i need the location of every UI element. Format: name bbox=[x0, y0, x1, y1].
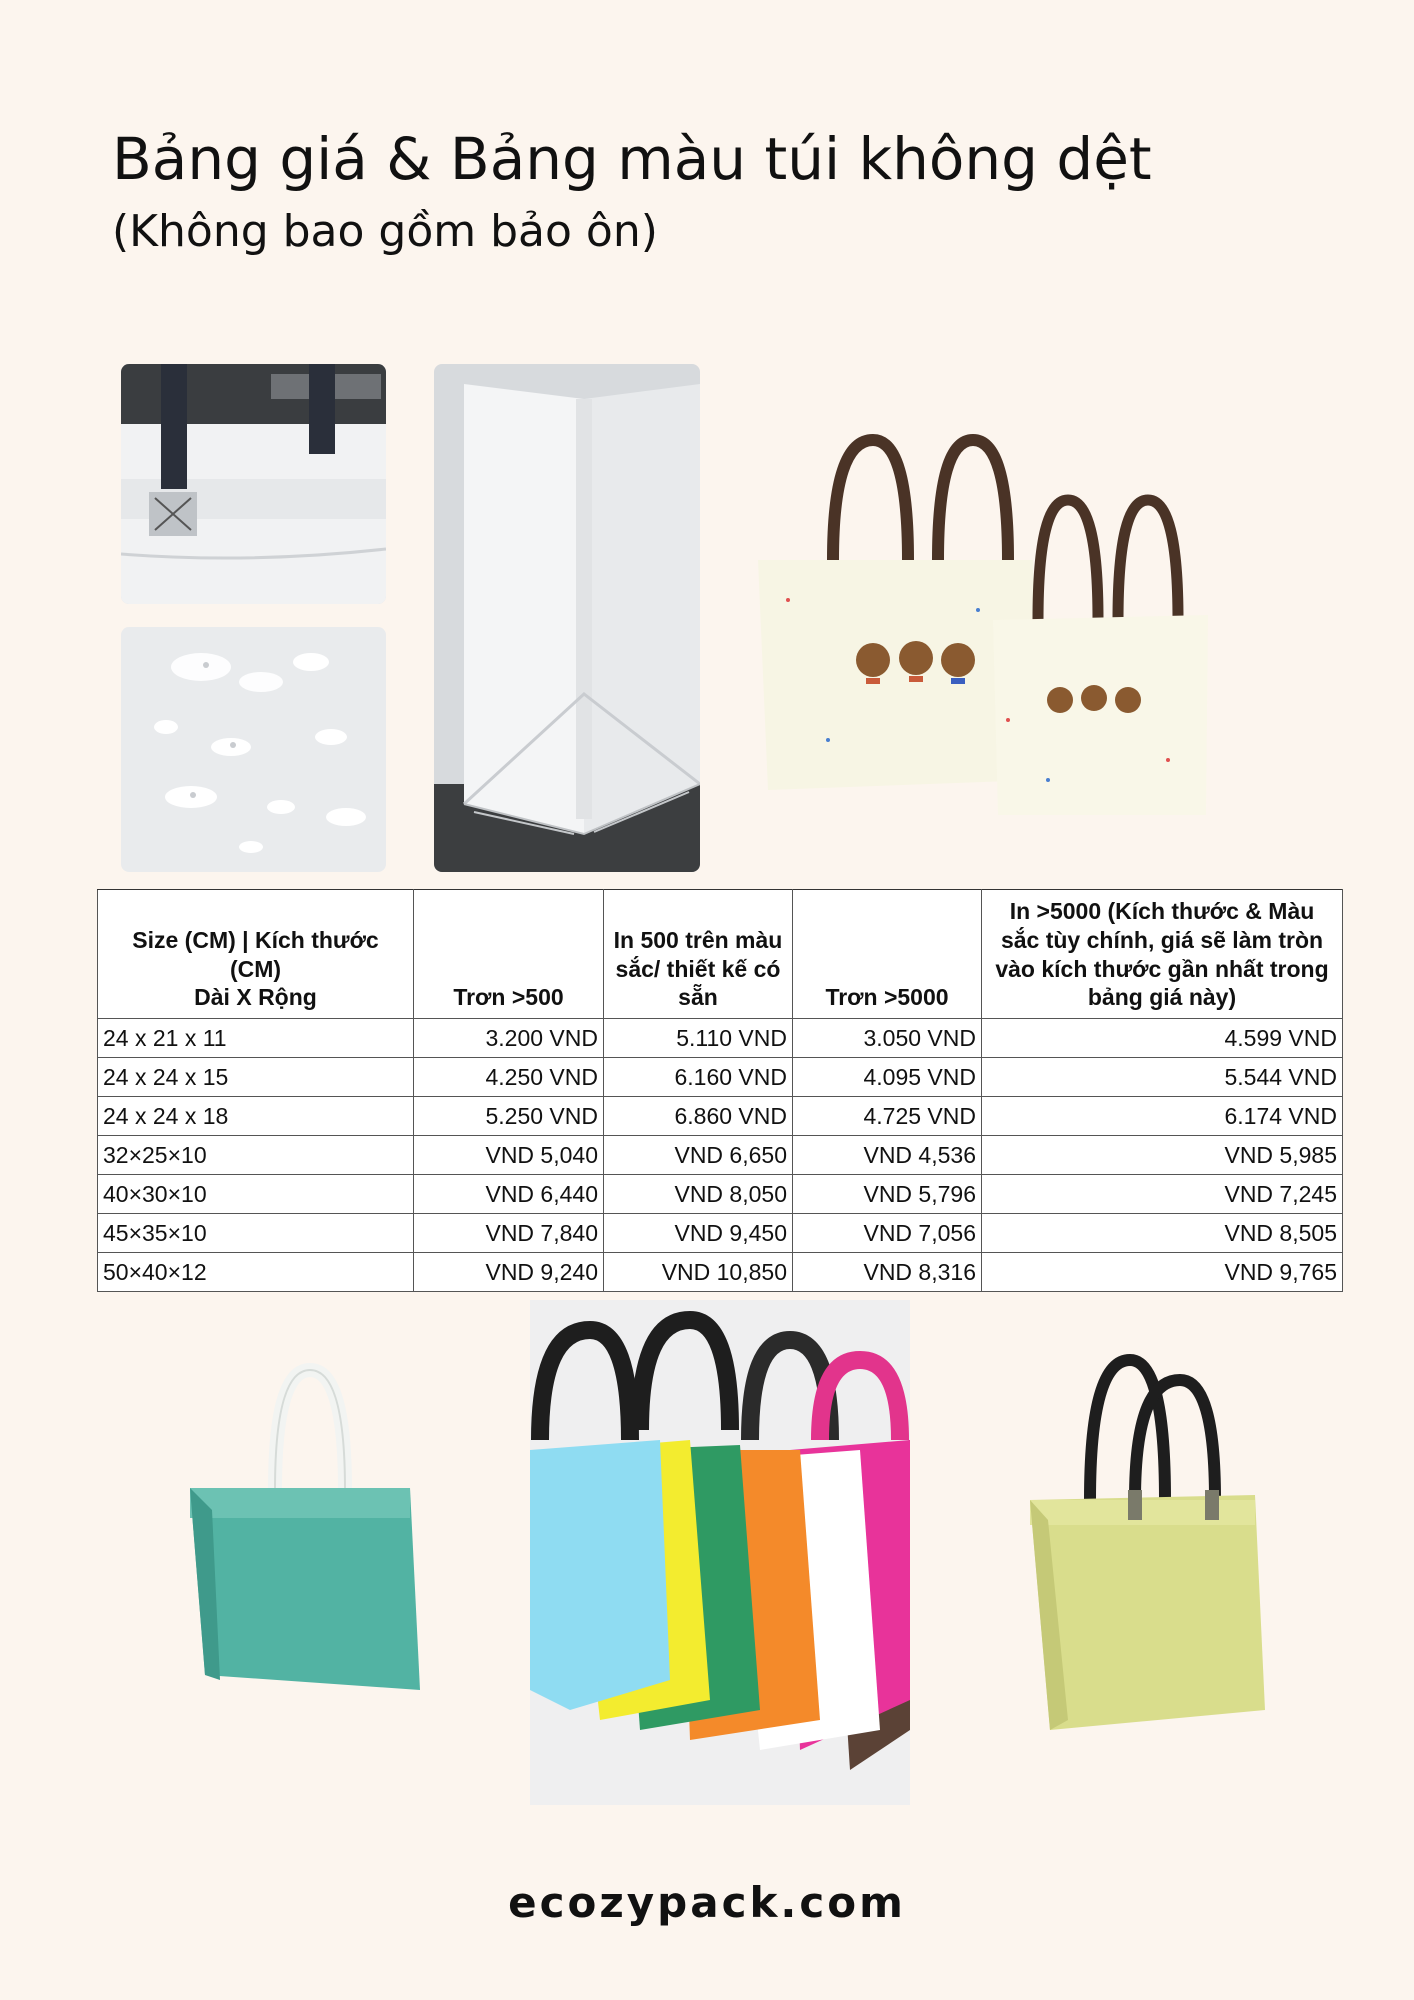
cell-size: 40×30×10 bbox=[98, 1175, 414, 1214]
cell-price: 6.860 VND bbox=[604, 1097, 793, 1136]
cell-price: 6.174 VND bbox=[982, 1097, 1343, 1136]
cell-price: VND 8,316 bbox=[793, 1253, 982, 1292]
cell-price: VND 10,850 bbox=[604, 1253, 793, 1292]
table-row bbox=[98, 1253, 1343, 1292]
cell-price: 5.250 VND bbox=[414, 1097, 604, 1136]
page-subtitle: (Không bao gồm bảo ôn) bbox=[112, 206, 658, 257]
cell-price: VND 4,536 bbox=[793, 1136, 982, 1175]
cell-price: 6.160 VND bbox=[604, 1058, 793, 1097]
cell-price: VND 6,650 bbox=[604, 1136, 793, 1175]
cell-price: VND 5,985 bbox=[982, 1136, 1343, 1175]
cell-price: 4.095 VND bbox=[793, 1058, 982, 1097]
cell-price: 3.050 VND bbox=[793, 1019, 982, 1058]
table-row bbox=[98, 1175, 1343, 1214]
table-header-row bbox=[98, 890, 1343, 1019]
cell-size: 24 x 24 x 15 bbox=[98, 1058, 414, 1097]
bear-print-bags-photo bbox=[748, 420, 1218, 820]
header-size: Size (CM) | Kích thước (CM) Dài X Rộng bbox=[98, 890, 414, 1019]
cell-size: 45×35×10 bbox=[98, 1214, 414, 1253]
header-plain-5000: Trơn >5000 bbox=[793, 890, 982, 1019]
table-row bbox=[98, 1214, 1343, 1253]
cell-price: VND 5,040 bbox=[414, 1136, 604, 1175]
cell-price: 4.250 VND bbox=[414, 1058, 604, 1097]
cell-price: 5.544 VND bbox=[982, 1058, 1343, 1097]
header-print-5000: In >5000 (Kích thước & Màu sắc tùy chính, giá sẽ làm tròn vào kích thước gần nhất trong bảng giá này) bbox=[982, 890, 1343, 1019]
cell-price: 4.599 VND bbox=[982, 1019, 1343, 1058]
cell-price: VND 7,840 bbox=[414, 1214, 604, 1253]
table-row bbox=[98, 1097, 1343, 1136]
table-row bbox=[98, 1136, 1343, 1175]
white-bag-handle-photo bbox=[121, 364, 386, 604]
page-title: Bảng giá & Bảng màu túi không dệt bbox=[112, 125, 1152, 193]
cell-price: 4.725 VND bbox=[793, 1097, 982, 1136]
cell-price: VND 9,240 bbox=[414, 1253, 604, 1292]
cell-size: 32×25×10 bbox=[98, 1136, 414, 1175]
website-url: ecozypack.com bbox=[508, 1878, 906, 1927]
cell-size: 50×40×12 bbox=[98, 1253, 414, 1292]
cell-price: 3.200 VND bbox=[414, 1019, 604, 1058]
cell-price: VND 7,245 bbox=[982, 1175, 1343, 1214]
cell-price: 5.110 VND bbox=[604, 1019, 793, 1058]
teal-bag-photo bbox=[180, 1360, 430, 1700]
multicolor-bags-photo bbox=[530, 1300, 910, 1805]
table-row bbox=[98, 1058, 1343, 1097]
cell-price: VND 8,505 bbox=[982, 1214, 1343, 1253]
header-plain-500: Trơn >500 bbox=[414, 890, 604, 1019]
cell-price: VND 9,450 bbox=[604, 1214, 793, 1253]
cell-size: 24 x 21 x 11 bbox=[98, 1019, 414, 1058]
price-table bbox=[97, 889, 1343, 1292]
water-droplets-photo bbox=[121, 627, 386, 872]
cell-price: VND 8,050 bbox=[604, 1175, 793, 1214]
cell-price: VND 5,796 bbox=[793, 1175, 982, 1214]
cell-price: VND 6,440 bbox=[414, 1175, 604, 1214]
cell-price: VND 9,765 bbox=[982, 1253, 1343, 1292]
table-row bbox=[98, 1019, 1343, 1058]
header-print-500: In 500 trên màu sắc/ thiết kế có sẵn bbox=[604, 890, 793, 1019]
white-bag-side-photo bbox=[434, 364, 700, 872]
cell-price: VND 7,056 bbox=[793, 1214, 982, 1253]
yellow-green-bag-photo bbox=[1020, 1350, 1270, 1740]
cell-size: 24 x 24 x 18 bbox=[98, 1097, 414, 1136]
